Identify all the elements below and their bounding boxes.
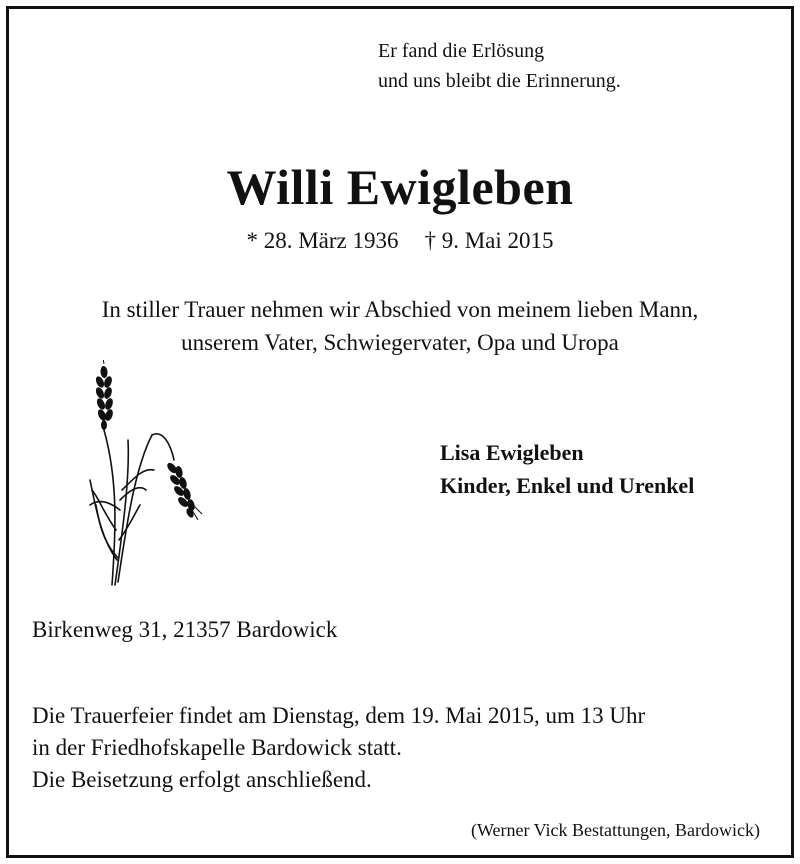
undertaker-credit: (Werner Vick Bestattungen, Bardowick) bbox=[470, 820, 760, 840]
mourners-block bbox=[440, 436, 694, 502]
mourner-spouse: Lisa Ewigleben bbox=[440, 440, 584, 465]
quote-line-1: Er fand die Erlösung bbox=[378, 40, 545, 62]
ceremony-details bbox=[32, 700, 645, 796]
quote-line-2: und uns bleibt die Erinnerung. bbox=[378, 70, 621, 92]
family-address: Birkenweg 31, 21357 Bardowick bbox=[32, 617, 338, 642]
memorial-quote bbox=[378, 36, 621, 96]
statement-line-2: unserem Vater, Schwiegervater, Opa und Uropa bbox=[181, 330, 619, 355]
deceased-name: Willi Ewigleben bbox=[226, 159, 574, 215]
birth-date: * 28. März 1936 bbox=[246, 228, 399, 253]
life-dates bbox=[0, 226, 800, 256]
mourning-statement bbox=[0, 293, 800, 359]
ceremony-line-2: in der Friedhofskapelle Bardowick statt. bbox=[32, 735, 402, 760]
death-date: † 9. Mai 2015 bbox=[424, 228, 554, 253]
ceremony-line-1: Die Trauerfeier findet am Dienstag, dem 19. Mai 2015, um 13 Uhr bbox=[32, 703, 646, 728]
ceremony-line-3: Die Beisetzung erfolgt anschließend. bbox=[32, 767, 372, 792]
wheat-stalks-icon bbox=[82, 360, 212, 588]
mourner-family: Kinder, Enkel und Urenkel bbox=[440, 473, 695, 498]
statement-line-1: In stiller Trauer nehmen wir Abschied von meinem lieben Mann, bbox=[101, 297, 699, 322]
